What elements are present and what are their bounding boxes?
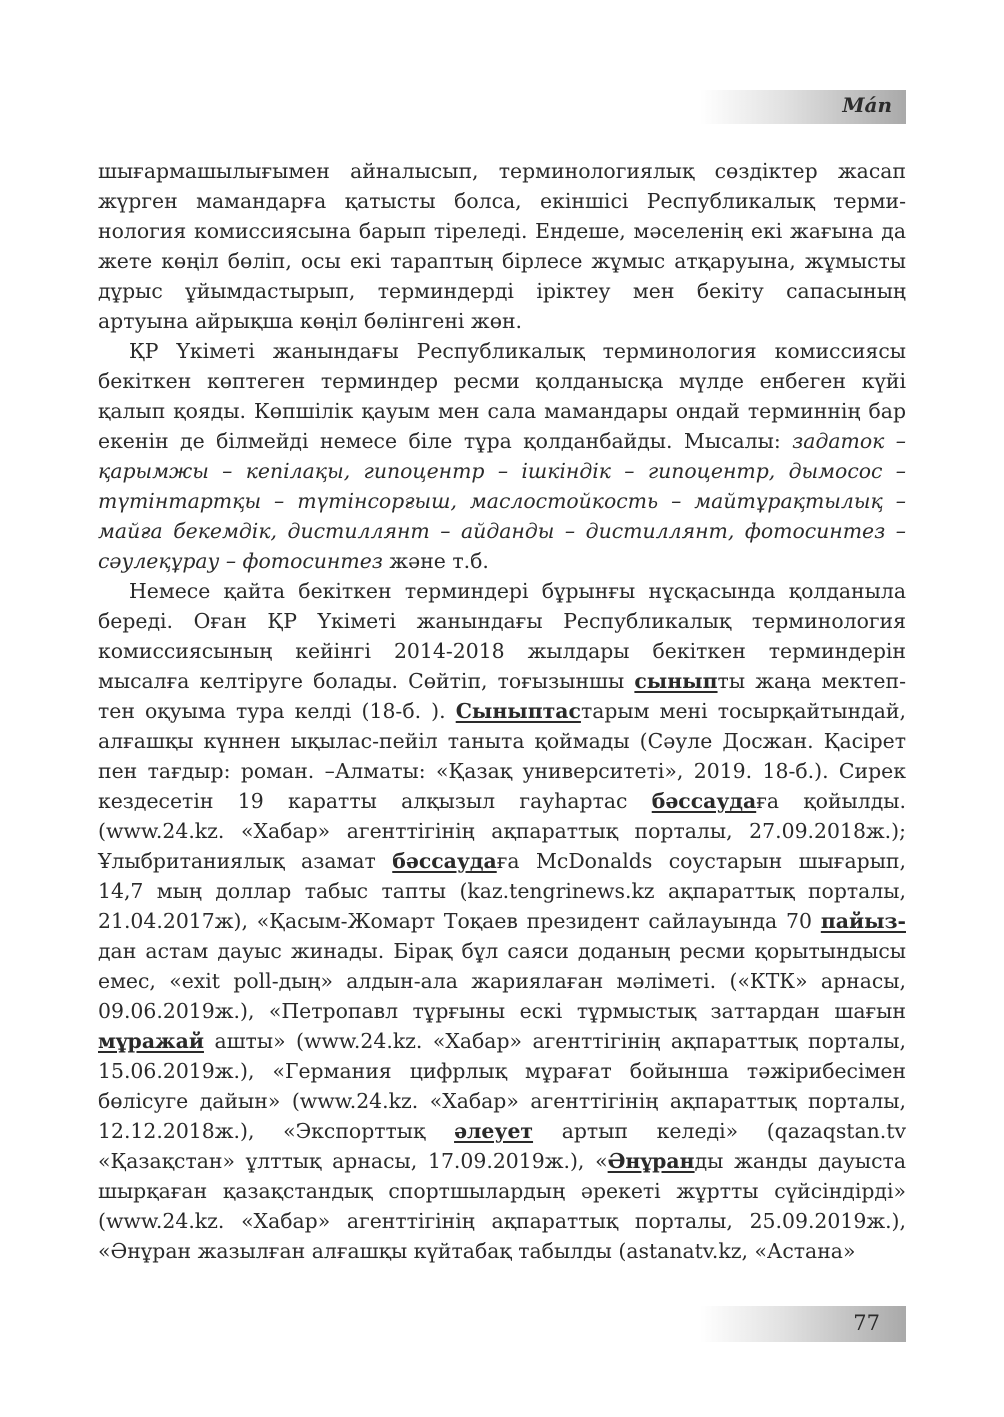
paragraph-2-text: ҚР Үкіметі жанындағы Республикалық терминология комиссиясы бекіткен көптеген терминдер ресми қолданысқа мүлде енбеген күйі қалып қояды. Көпшілік қауым мен сала мамандары ондай терминнің бар екенін де білмейді немесе біле тұра қолданбайды. Мысалы: — [98, 339, 906, 453]
highlighted-term: бәссауда — [392, 849, 497, 873]
paragraph-2 — [98, 336, 906, 576]
highlighted-term: Сыныптас — [455, 699, 581, 723]
paragraph-3 — [98, 576, 906, 1266]
highlighted-term: әлеует — [454, 1119, 534, 1143]
text-run: ға қойылды. (www.24.kz. «Хабар» агенттігінің ақпараттық порталы, 27.09.2018ж.); Ұлыбританиялық азамат — [98, 789, 906, 873]
highlighted-term: бәссауда — [651, 789, 757, 813]
page-number: 77 — [853, 1311, 880, 1335]
text-run: ашты» (www.24.kz. «Хабар» агенттігінің ақпараттық порталы, 15.06.2019ж.), «Германия цифрлық мұрағат бойынша тәжірибесімен бөлісуге дайын» (www.24.kz. «Хабар» агенттігінің ақпараттық порталы, 12.12.2018ж.), «Экспорттық — [98, 1029, 906, 1143]
text-run: тарым мені тосырқайтындай, алғашқы күннен ықылас-пейіл таныта қоймады (Сәуле Досжан. Қасірет пен тағдыр: роман. –Алматы: «Қазақ университеті», 2019. 18-б.). Сирек кездесетін 19 каратты алқызыл гауһартас — [98, 699, 906, 813]
text-run: ға McDonalds соустарын шығарып, 14,7 мың доллар табыс тапты (kaz.tengrinews.kz ақпараттық порталы, 21.04.2017ж), «Қасым-Жомарт Тоқаев президент сайлауында 70 — [98, 849, 906, 933]
page-footer — [700, 1306, 906, 1342]
text-run: ды жанды дауыста шырқаған қазақстандық спортшылардың әрекеті жұртты сүйсіндірді» (www.24.kz. «Хабар» агенттігінің ақпараттық порталы, 25.09.2019ж.), «Әнұран жазылған алғашқы күйтабақ табылды (astanatv.kz, «Астана» — [98, 1149, 906, 1263]
paragraph-1: шығармашылығымен айналысып, терминологиялық сөздіктер жасап жүрген мамандарға қатысты болса, екіншісі Республикалық терминология комиссиясына барып тіреледі. Ендеше, мәселенің екі жағына да жете көңіл бөліп, осы екі тараптың бірлесе жұмыс атқаруына, жұмысты дұрыс ұйымдастырып, терминдерді іріктеу мен бекіту сапасының артуына айрықша көңіл бөлінгені жөн. — [98, 159, 906, 333]
text-run: Немесе қайта бекіткен терминдері бұрынғы нұсқасында қолданыла береді. Оған ҚР Үкіметі жанындағы Республикалық терминология комиссиясының кейінгі 2014-2018 жылдары бекіткен терминдерін мысалға келтіруге болады. Сөйтіп, тоғызыншы — [98, 579, 906, 693]
highlighted-term: Әнұран — [607, 1149, 695, 1173]
paragraph-2-end: және т.б. — [382, 549, 489, 573]
running-header — [700, 90, 906, 124]
body-text — [98, 156, 906, 1266]
highlighted-term: сынып — [634, 669, 718, 693]
term-examples: задаток – қарымжы – кепілақы, гипоцентр – ішкіндік – гипоцентр, дымосос – түтінтартқы – түтінсорғыш, маслостойкость – майтұрақтылық – майға бекемдік, дистиллянт – айданды – дистиллянт, фотосинтез – сәулеқұрау – фотосинтез — [98, 429, 906, 573]
running-header-title: Mán — [842, 93, 892, 117]
highlighted-term: мұражай — [98, 1029, 204, 1053]
text-run: ты жаңа мектептен оқуыма тура келді (18-б. ). — [98, 669, 906, 723]
highlighted-term: пайыз- — [820, 909, 906, 933]
text-run: дан астам дауыс жинады. Бірақ бұл саяси доданың ресми қорытындысы емес, «exit poll-дың» алдын-ала жариялаған мәліметі. («КТК» арнасы, 09.06.2019ж.), «Петропавл тұрғыны ескі тұрмыстық заттардан шағын — [98, 939, 906, 1023]
text-run: артып келеді» (qazaqstan.tv «Қазақстан» ұлттық арнасы, 17.09.2019ж.), « — [98, 1119, 906, 1173]
